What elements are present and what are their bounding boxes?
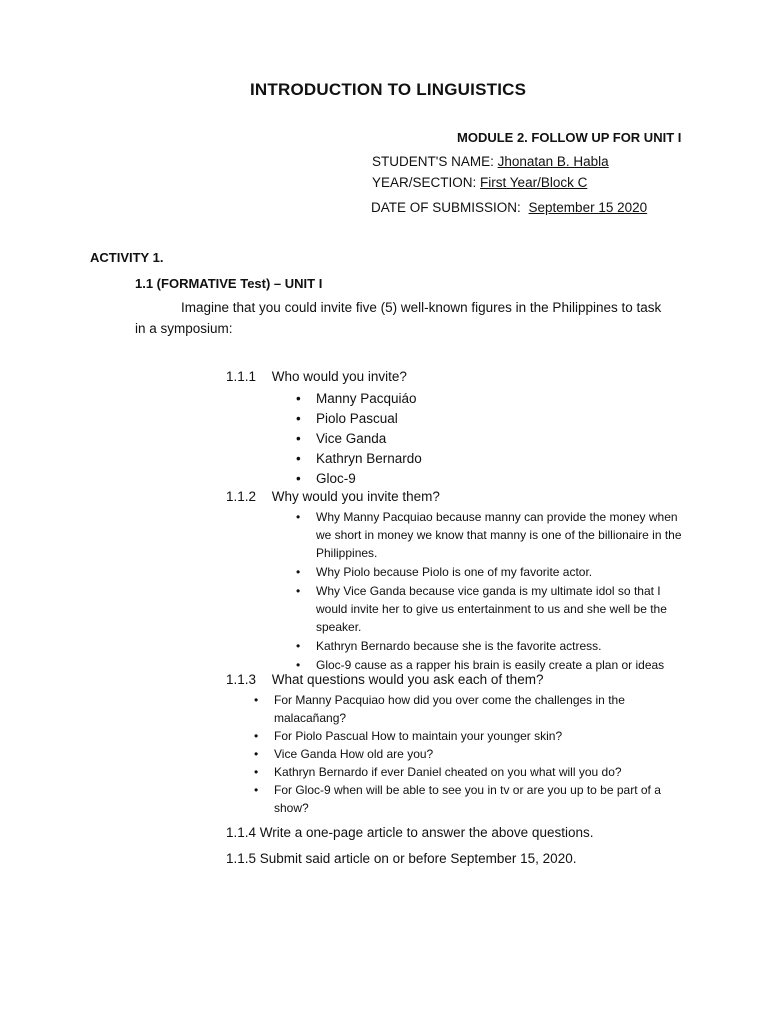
question-1-1-2 xyxy=(226,489,440,504)
question-1-1-3 xyxy=(226,672,543,687)
list-item: • Piolo Pascual xyxy=(294,409,422,429)
list-item: • Gloc-9 xyxy=(294,469,422,489)
list-item: • Manny Pacquiáo xyxy=(294,389,422,409)
submission-date-value: September 15 2020 xyxy=(528,200,648,215)
list-item: • Vice Ganda xyxy=(294,429,422,449)
invitee-list xyxy=(294,389,422,489)
year-section-label: YEAR/SECTION: xyxy=(372,175,477,190)
instruction-1-1-5: 1.1.5 Submit said article on or before September 15, 2020. xyxy=(226,851,577,866)
list-item: • For Manny Pacquiao how did you over come the challenges in the malacañang? xyxy=(252,691,686,727)
list-item: • Why Manny Pacquiao because manny can provide the money when we short in money we know that manny is one of the billionaire in the Philippines. xyxy=(294,508,686,562)
submission-date-row xyxy=(371,200,647,215)
instruction-1-1-4: 1.1.4 Write a one-page article to answer the above questions. xyxy=(226,825,594,840)
list-item: • Why Piolo because Piolo is one of my favorite actor. xyxy=(294,563,686,581)
list-item: • For Gloc-9 when will be able to see you in tv or are you up to be part of a show? xyxy=(252,781,686,817)
list-item: • Kathryn Bernardo xyxy=(294,449,422,469)
activity-heading: ACTIVITY 1. xyxy=(90,250,164,265)
document-title: INTRODUCTION TO LINGUISTICS xyxy=(250,80,527,99)
question-number: 1.1.1 xyxy=(226,369,257,384)
questions-list xyxy=(252,691,686,817)
list-item: • Why Vice Ganda because vice ganda is my ultimate idol so that I would invite her to give us entertainment to us and she well be the speaker. xyxy=(294,582,686,636)
list-item: • Gloc-9 cause as a rapper his brain is easily create a plan or ideas xyxy=(294,656,686,674)
student-name-value: Jhonatan B. Habla xyxy=(497,154,609,169)
reasons-list xyxy=(294,508,686,674)
student-name-row xyxy=(372,154,609,169)
formative-heading: 1.1 (FORMATIVE Test) – UNIT I xyxy=(135,276,323,291)
question-text: Who would you invite? xyxy=(271,369,407,384)
year-section-value: First Year/Block C xyxy=(480,175,588,190)
question-text: Why would you invite them? xyxy=(271,489,440,504)
question-number: 1.1.2 xyxy=(226,489,257,504)
module-heading: MODULE 2. FOLLOW UP FOR UNIT I xyxy=(457,130,682,145)
list-item: • For Piolo Pascual How to maintain your younger skin? xyxy=(252,727,686,745)
year-section-row xyxy=(372,175,587,190)
student-name-label: STUDENT'S NAME: xyxy=(372,154,494,169)
question-1-1-1 xyxy=(226,369,407,384)
intro-line-2: in a symposium: xyxy=(135,321,233,336)
list-item: • Kathryn Bernardo if ever Daniel cheated on you what will you do? xyxy=(252,763,686,781)
list-item: • Kathryn Bernardo because she is the favorite actress. xyxy=(294,637,686,655)
submission-date-label: DATE OF SUBMISSION: xyxy=(371,200,521,215)
list-item: • Vice Ganda How old are you? xyxy=(252,745,686,763)
question-number: 1.1.3 xyxy=(226,672,257,687)
question-text: What questions would you ask each of them? xyxy=(271,672,544,687)
intro-line-1: Imagine that you could invite five (5) well-known figures in the Philippines to task xyxy=(181,300,662,315)
